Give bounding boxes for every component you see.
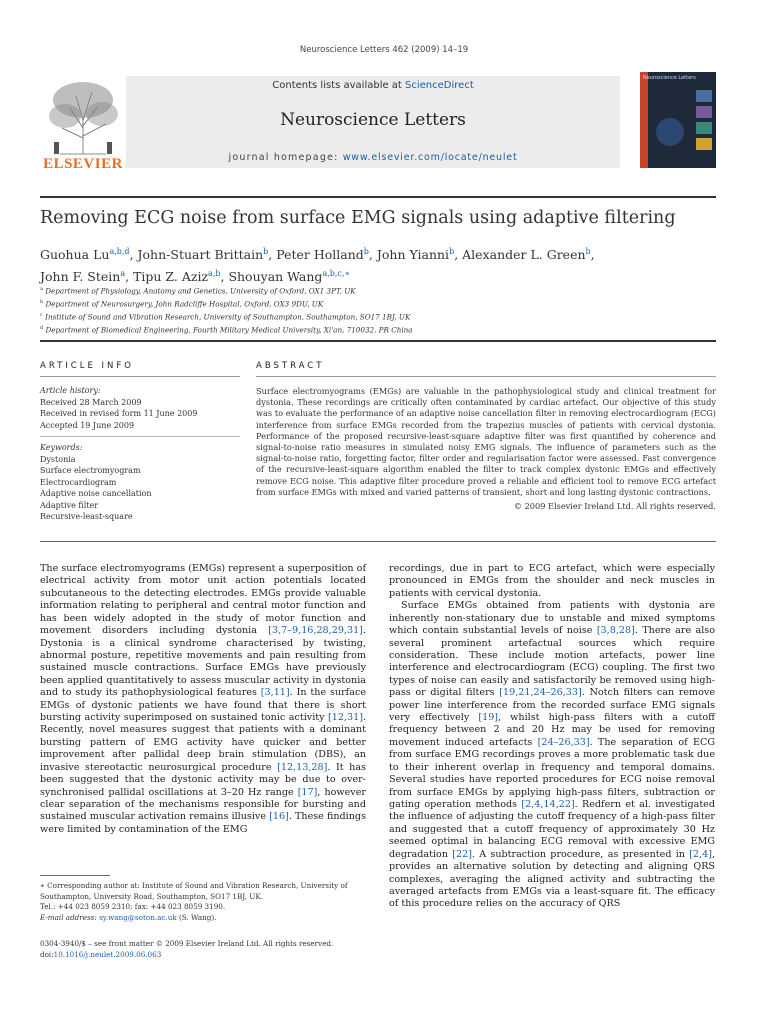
body-text: , whilst high-pass filters with a cutoff frequency between 2 and 20 Hz may be used for removing movement induced artefacts — [389, 712, 715, 748]
article-info-heading: ARTICLE INFO — [40, 361, 134, 371]
cover-art-icon — [640, 72, 716, 168]
affiliation: $^b$ Department of Neurosurgery, John Radcliffe Hospital, Oxford, OX3 9DU, UK — [40, 298, 324, 309]
history-revised: Received in revised form 11 June 2009 — [40, 409, 198, 418]
body-text: . The separation of ECG from surface EMG recordings proves a more problematic task due to their inherent overlap in frequency and temporal domains. Several studies have reported procedures for ECG noise removal from surface EMGs by applying high-pass filters, subtraction or gating operation methods — [389, 736, 716, 811]
article-info — [40, 385, 240, 523]
body-text: . Dystonia is a clinical syndrome characterised by twisting, abnormal posture, repetitive movements and pain resulting from sustained muscle contractions. Surface EMGs have previously been applied quantitatively to assess muscular activity in dystonia and to study its pathophysiological features — [40, 625, 366, 699]
body-text: , however clear separation of the mechanisms responsible for bursting and sustained muscular activation remains illusive — [40, 786, 366, 823]
body-paragraph: recordings, due in part to ECG artefact, which were especially pronounced in EMGs from the shoulder and neck muscles in patients with cervical dystonia. — [389, 563, 715, 599]
footnote-email-line: E-mail address: sy.wang@soton.ac.uk (S. Wang). — [40, 912, 217, 922]
homepage-label: journal homepage: — [228, 152, 343, 163]
citation-link[interactable]: [3,8,28] — [596, 625, 635, 637]
journal-homepage — [126, 152, 620, 163]
footnote-phone: Tel.: +44 023 8059 2310; fax: +44 023 8059 3190. — [40, 902, 226, 911]
journal-title: Neuroscience Letters — [280, 110, 466, 130]
body-text: . Recently, novel measures suggest that patients with a dominant bursting pattern of EMG activity have quicker and better improvement after pallidal deep brain stimulation (DBS), an invasive stereotactic neurosurgical procedure — [40, 712, 366, 773]
citation-link[interactable]: [2,4,14,22] — [521, 799, 575, 811]
body-text: , provides an alternative solution by detecting and aligning QRS complexes, averaging the aligned activity and subtracting the averaged artefacts from EMGs via a least-square fit. The efficacy of this procedure relies on the accuracy of QRS — [389, 848, 715, 910]
body-text: . It has been suggested that the dystonic activity may be due to over-synchronised pallidal oscillations at 3–20 Hz range — [40, 761, 366, 798]
citation-link[interactable]: [22] — [452, 848, 472, 860]
info-divider — [40, 436, 240, 437]
citation-link[interactable]: [24–26,33] — [537, 736, 590, 748]
header-divider — [40, 340, 716, 342]
footnote-rule — [40, 875, 110, 876]
front-matter-line: 0304-3940/$ – see front matter © 2009 Elsevier Ireland Ltd. All rights reserved. — [40, 939, 334, 948]
body-text: . A subtraction procedure, as presented in — [471, 848, 690, 860]
doi-link[interactable]: 10.1016/j.neulet.2009.06.063 — [53, 950, 162, 959]
contents-line — [126, 80, 620, 91]
contents-prefix: Contents lists available at — [272, 80, 406, 91]
body-column-left — [40, 563, 366, 836]
citation-link[interactable]: [12,31] — [327, 712, 363, 724]
citation-link[interactable]: [3,7–9,16,28,29,31] — [268, 625, 363, 637]
journal-reference: Neuroscience Letters 462 (2009) 14–19 — [299, 45, 469, 55]
footnote-address: ∗ Corresponding author at: Institute of Sound and Vibration Research, University of Southampton, University Road, Southampton, SO17 1BJ, UK. — [40, 881, 348, 901]
article-info-rule — [40, 376, 240, 377]
affiliations — [40, 284, 730, 336]
body-column-right — [389, 563, 715, 911]
body-paragraph — [389, 600, 715, 911]
elsevier-tree-icon — [40, 78, 126, 156]
body-text: . In the surface EMGs of dystonic patients we have found that there is short bursting activity superimposed on sustained tonic activity — [40, 687, 366, 724]
affiliation: $^a$ Department of Physiology, Anatomy and Genetics, University of Oxford, OX1 3PT, UK — [40, 286, 356, 296]
abstract-heading: ABSTRACT — [256, 361, 325, 371]
body-text: . These findings were limited by contamination of the EMG — [40, 811, 366, 835]
history-accepted: Accepted 19 June 2009 — [40, 420, 135, 430]
author[interactable]: Guohua Lu$^{a,b,d}$ — [40, 247, 130, 263]
citation-link[interactable]: [12,13,28] — [277, 761, 328, 773]
email-link[interactable]: sy.wang@soton.ac.uk — [99, 912, 177, 922]
abstract-bottom-divider — [40, 541, 716, 542]
elsevier-wordmark: ELSEVIER — [43, 156, 123, 172]
keyword: Adaptive noise cancellation — [40, 489, 152, 498]
author[interactable]: John F. Stein$^a$ — [40, 269, 126, 285]
copyright-notice: © 2009 Elsevier Ireland Ltd. All rights reserved. — [513, 501, 716, 512]
history-received: Received 28 March 2009 — [40, 397, 142, 407]
body-text: The surface electromyograms (EMGs) represent a superposition of electrical activity from motor unit action potentials located subcutaneous to the detecting electrodes. EMGs provide valuable information relating to peripheral and central motor function and has been widely adopted in the study of motor function and movement disorders including dystonia — [40, 563, 366, 637]
citation-link[interactable]: [19] — [478, 712, 499, 724]
body-text: . Redfern et al. investigated the influence of adjusting the cutoff frequency of a high-pass filter and suggested that a cutoff frequency of approximately 30 Hz seemed optimal in balancing ECG removal with excessive EMG degradation — [389, 799, 715, 860]
corresponding-author-footnote — [40, 881, 372, 923]
elsevier-logo[interactable] — [40, 78, 126, 173]
abstract-rule — [256, 376, 716, 377]
abstract — [256, 386, 716, 512]
citation-link[interactable]: [17] — [297, 786, 318, 798]
author[interactable]: Tipu Z. Aziz$^{a,b}$ — [133, 269, 221, 285]
keyword: Electrocardiogram — [40, 477, 117, 487]
author-list: Guohua Lu$^{a,b,d}$, John-Stuart Brittain$^b$, Peter Holland$^b$, John Yianni$^b$, Alexander L. Green$^b$, John F. Stein$^a$, Tipu Z. Aziz$^{a,b}$, Shouyan Wang$^{a,b,c,∗}$ — [40, 247, 595, 285]
affiliation: $^d$ Department of Biomedical Engineering, Fourth Military Medical University, Xi'an, 710032, PR China — [40, 324, 413, 335]
issn-block — [40, 938, 380, 960]
article-title: Removing ECG noise from surface EMG signals using adaptive filtering — [40, 208, 676, 228]
citation-link[interactable]: [3,11] — [260, 687, 290, 699]
keywords-label: Keywords: — [40, 443, 83, 452]
citation-link[interactable]: [16] — [269, 811, 289, 823]
abstract-text: Surface electromyograms (EMGs) are valuable in the pathophysiological study and clinical treatment for dystonia. These recordings are critically often contaminated by cardiac artefact. Our objective of this study was to evaluate the performance of an adaptive noise cancellation filter in removing electrocardiogram (ECG) interference from surface EMGs recorded from the trapezius muscles of patients with cervical dystonia. Performance of the proposed recursive-least-square adaptive filter was first quantified by coherence and signal-to-noise ratio measures in simulated noisy EMG signals. The influence of parameters such as the signal-to-noise ratio, forgetting factor, filter order and regularisation factor were assessed. Fast convergence of the recursive-least-square algorithm enabled the filter to track complex dystonic EMGs and effectively remove ECG noise. This adaptive filter procedure proved a reliable and efficient tool to remove ECG artefact from surface EMGs with mixed and varied patterns of transient, short and long lasting dystonic contractions. — [256, 386, 716, 497]
sciencedirect-link[interactable]: ScienceDirect — [405, 80, 474, 91]
affiliation: $^c$ Institute of Sound and Vibration Research, University of Southampton, Southampton, SO17 1BJ, UK — [40, 311, 411, 322]
author[interactable]: John-Stuart Brittain$^b$ — [137, 247, 269, 263]
history-label: Article history: — [40, 386, 101, 395]
keyword: Recursive-least-square — [40, 512, 133, 521]
citation-link[interactable]: [19,21,24–26,33] — [499, 687, 582, 699]
cover-title: Neuroscience Letters — [643, 75, 696, 81]
citation-link[interactable]: [2,4] — [689, 848, 712, 860]
author[interactable]: Peter Holland$^b$ — [276, 247, 369, 263]
body-text: . Notch filters can remove power line interference from the recorded surface EMG signals very effectively — [389, 687, 716, 724]
body-paragraph — [40, 563, 366, 836]
author[interactable]: John Yianni$^b$ — [376, 247, 455, 263]
body-text: Surface EMGs obtained from patients with dystonia are inherently non-stationary due to unstable and mixed symptoms which contain substantial levels of noise — [389, 600, 715, 637]
keyword: Dystonia — [40, 454, 76, 464]
author[interactable]: Shouyan Wang$^{a,b,c,∗}$ — [228, 269, 350, 285]
homepage-url-link[interactable]: www.elsevier.com/locate/neulet — [342, 152, 518, 163]
keyword: Surface electromyogram — [40, 466, 141, 475]
masthead-band — [126, 76, 620, 168]
masthead-divider — [40, 196, 716, 198]
doi-line: doi:10.1016/j.neulet.2009.06.063 — [40, 950, 162, 959]
journal-cover-thumbnail[interactable] — [640, 72, 716, 168]
journal-masthead — [40, 70, 716, 175]
keyword: Adaptive filter — [40, 500, 99, 510]
body-text: . There are also several prominent artefactual sources which require consideration. These include motion artefacts, power line interference and electrocardiogram (ECG) coupling. The first two types of noise can easily and satisfactorily be removed using high-pass or digital filters — [389, 625, 715, 699]
author[interactable]: Alexander L. Green$^b$ — [462, 247, 591, 263]
